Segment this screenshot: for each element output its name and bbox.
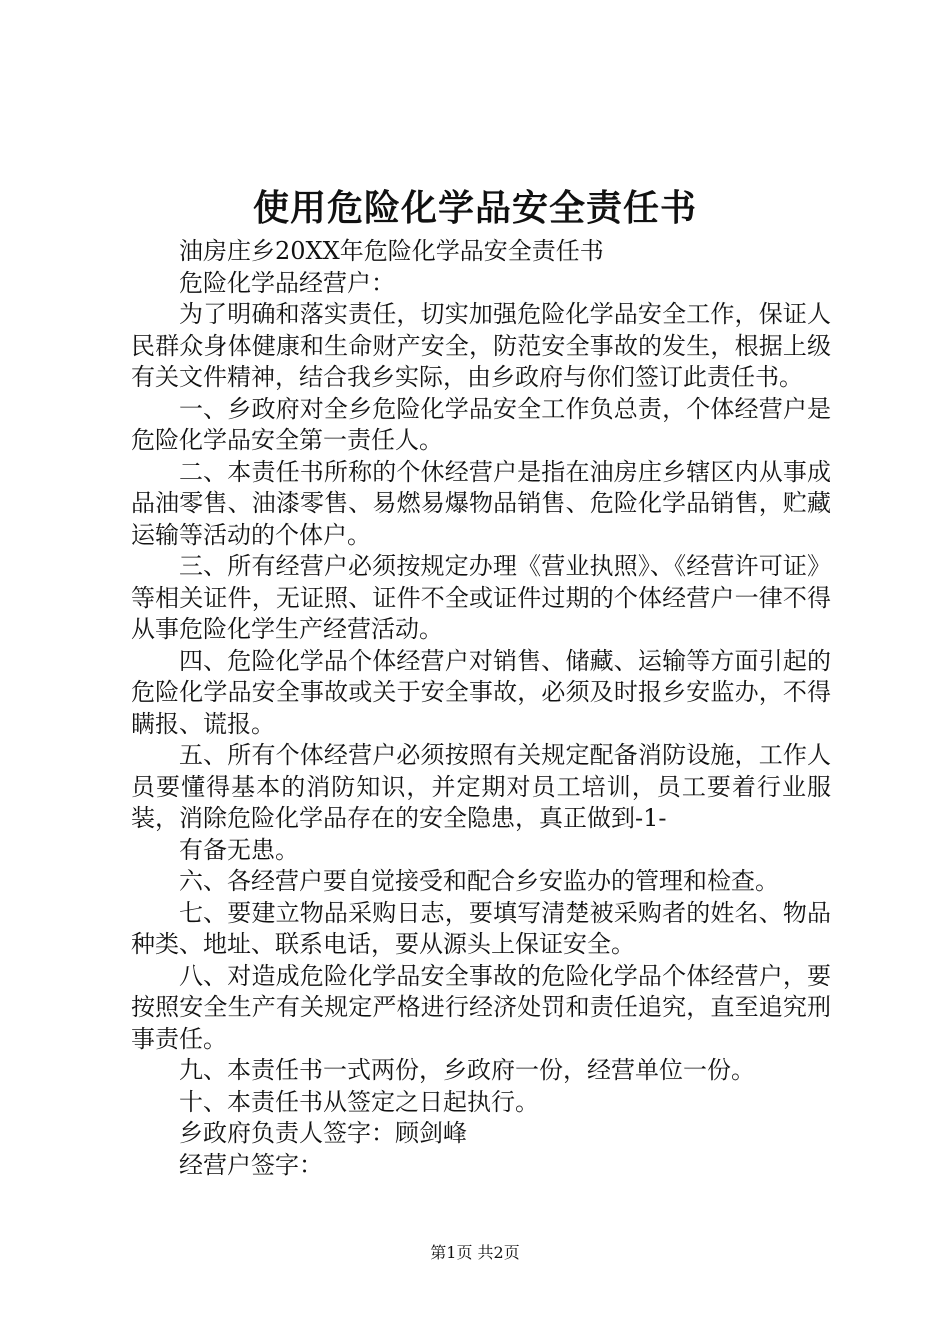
paragraph-clause-6: 六、各经营户要自觉接受和配合乡安监办的管理和检查。 (179, 867, 779, 895)
signature-government: 乡政府负责人签字：顾剑峰 (179, 1119, 467, 1147)
paragraph-heading-line: 油房庄乡20XX年危险化学品安全责任书 (179, 237, 604, 265)
page-number: 第1页 共2页 (430, 1243, 520, 1262)
paragraph-clause-8: 八、对造成危险化学品安全事故的危险化学品个体经营户，要按照安全生产有关规定严格进行经济处罚和责任追究，直至追究刑事责任。 (131, 961, 831, 1053)
paragraph-clause-10: 十、本责任书从签定之日起执行。 (179, 1087, 539, 1116)
document-body (131, 236, 831, 1181)
paragraph-intro: 为了明确和落实责任，切实加强危险化学品安全工作，保证人民群众身体健康和生命财产安全，防范安全事故的发生，根据上级有关文件精神，结合我乡实际，由乡政府与你们签订此责任书。 (131, 300, 831, 391)
document-title: 使用危险化学品安全责任书 (252, 187, 697, 229)
paragraph-clause-1: 一、乡政府对全乡危险化学品安全工作负总责，个体经营户是危险化学品安全第一责任人。 (131, 394, 831, 454)
paragraph-clause-4: 四、危险化学品个体经营户对销售、储藏、运输等方面引起的危险化学品安全事故或关于安全事故，必须及时报乡安监办，不得瞒报、谎报。 (131, 646, 831, 738)
paragraph-addressee: 危险化学品经营户： (179, 268, 395, 297)
paragraph-clause-2: 二、本责任书所称的个休经营户是指在油房庄乡辖区内从事成品油零售、油漆零售、易燃易爆物品销售、危险化学品销售，贮藏运输等活动的个体户。 (131, 457, 831, 549)
paragraph-clause-5: 五、所有个体经营户必须按照有关规定配备消防设施，工作人员要懂得基本的消防知识，并定期对员工培训，员工要着行业服装，消除危险化学品存在的安全隐患，真正做到-1- (131, 741, 831, 832)
signature-operator: 经营户签字： (179, 1150, 323, 1179)
paragraph-clause-7: 七、要建立物品采购日志，要填写清楚被采购者的姓名、物品种类、地址、联系电话，要从源头上保证安全。 (131, 898, 831, 958)
paragraph-clause-5-cont: 有备无患。 (179, 835, 299, 864)
paragraph-clause-9: 九、本责任书一式两份，乡政府一份，经营单位一份。 (179, 1056, 755, 1084)
paragraph-clause-3: 三、所有经营户必须按规定办理《营业执照》、《经营许可证》等相关证件，无证照、证件不全或证件过期的个体经营户一律不得从事危险化学生产经营活动。 (131, 552, 831, 643)
